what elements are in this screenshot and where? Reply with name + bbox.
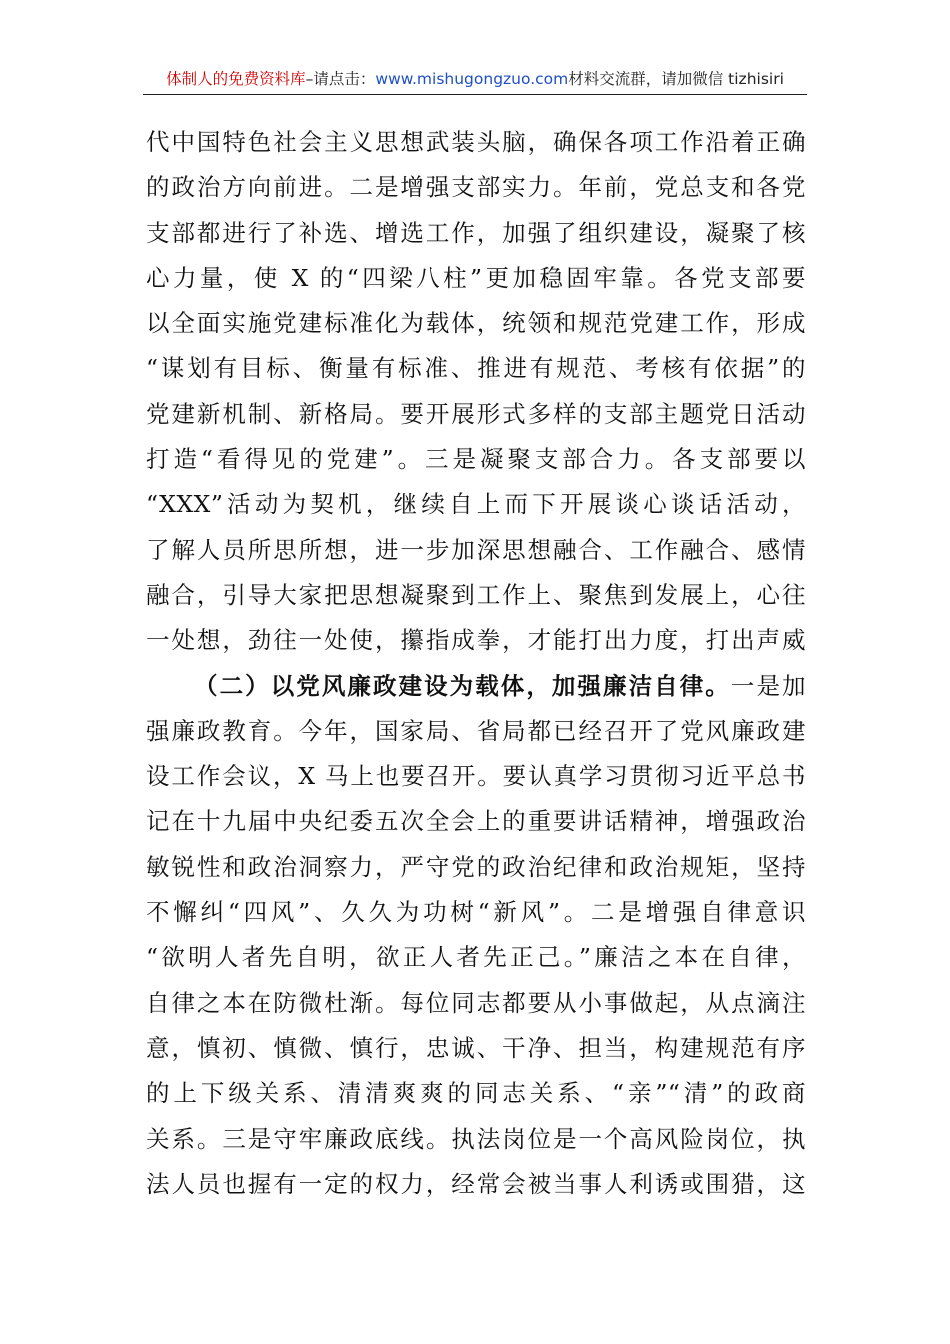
text-line: 打造“看得见的党建”。三是凝聚支部合力。各支部要以 bbox=[146, 445, 806, 474]
header-brand: 体制人的免费资料库 bbox=[166, 70, 306, 88]
text-line: 代中国特色社会主义思想武装头脑，确保各项工作沿着正确 bbox=[146, 128, 806, 156]
text-line: 以全面实施党建标准化为载体，统领和规范党建工作，形成 bbox=[146, 309, 806, 338]
text-line: 了解人员所思所想，进一步加深思想融合、工作融合、感情 bbox=[146, 535, 806, 564]
text-line: 党建新机制、新格局。要开展形式多样的支部主题党日活动 bbox=[146, 399, 806, 428]
text-line: 设工作会议，X 马上也要召开。要认真学习贯彻习近平总书 bbox=[146, 762, 806, 791]
text-line: 的上下级关系、清清爽爽的同志关系、“亲”“清”的政商 bbox=[146, 1079, 806, 1108]
text-line: “谋划有目标、衡量有标准、推进有规范、考核有依据”的 bbox=[146, 354, 806, 383]
text-line: “XXX”活动为契机，继续自上而下开展谈心谈话活动， bbox=[146, 490, 806, 519]
text-line: 自律之本在防微杜渐。每位同志都要从小事做起，从点滴注 bbox=[146, 988, 806, 1017]
section-heading: （二）以党风廉政建设为载体，加强廉洁自律。 bbox=[194, 671, 731, 700]
text-line: 法人员也握有一定的权力，经常会被当事人利诱或围猎，这 bbox=[146, 1169, 806, 1198]
text-line: 一处想，劲往一处使，攥指成拳，才能打出力度，打出声威 bbox=[146, 626, 806, 655]
page-header bbox=[143, 66, 807, 95]
header-contact: 材料交流群，请加微信 tizhisiri bbox=[568, 70, 784, 88]
section-heading-rest: 一是加 bbox=[730, 671, 807, 700]
text-line: 支部都进行了补选、增选工作，加强了组织建设，凝聚了核 bbox=[146, 218, 806, 247]
text-line: 关系。三是守牢廉政底线。执法岗位是一个高风险岗位，执 bbox=[146, 1124, 806, 1153]
text-line: 强廉政教育。今年，国家局、省局都已经召开了党风廉政建 bbox=[146, 716, 806, 745]
text-line: 心力量，使 X 的“四梁八柱”更加稳固牢靠。各党支部要 bbox=[146, 263, 806, 292]
header-url-link[interactable]: www.mishugongzuo.com bbox=[375, 70, 569, 88]
section-heading-line bbox=[146, 664, 806, 709]
text-line: 意，慎初、慎微、慎行，忠诚、干净、担当，构建规范有序 bbox=[146, 1033, 806, 1062]
header-prompt: –请点击： bbox=[305, 70, 376, 88]
document-body bbox=[146, 120, 806, 1207]
text-line: 的政治方向前进。二是增强支部实力。年前，党总支和各党 bbox=[146, 173, 806, 202]
text-line: 敏锐性和政治洞察力，严守党的政治纪律和政治规矩，坚持 bbox=[146, 852, 806, 881]
text-line: 融合，引导大家把思想凝聚到工作上、聚焦到发展上，心往 bbox=[146, 580, 806, 609]
text-line: “欲明人者先自明，欲正人者先正己。”廉洁之本在自律， bbox=[146, 943, 806, 972]
text-line: 不懈纠“四风”、久久为功树“新风”。二是增强自律意识 bbox=[146, 898, 806, 927]
text-line: 记在十九届中央纪委五次全会上的重要讲话精神，增强政治 bbox=[146, 807, 806, 836]
